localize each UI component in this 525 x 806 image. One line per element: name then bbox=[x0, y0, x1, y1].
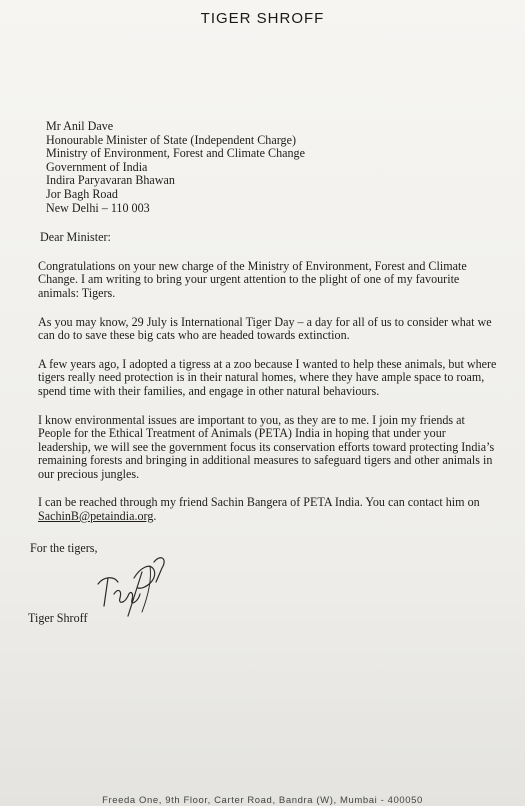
contact-text: I can be reached through my friend Sachin Bangera of PETA India. You can contact him on bbox=[38, 495, 480, 510]
recipient-city: New Delhi – 110 003 bbox=[46, 200, 150, 215]
letter-body bbox=[28, 119, 498, 625]
footer-address: Freeda One, 9th Floor, Carter Road, Bandra (W), Mumbai - 400050 bbox=[102, 795, 423, 806]
paragraph-request: I know environmental issues are important to you, as they are to me. I join my friends at People for the Ethical Treatment of Animals (PETA) India in hoping that under your leadership, we will see the government focus its conservation efforts toward protecting India’s remaining forests and bringing in additional measures to safeguard tigers and other animals in our precious jungles. bbox=[38, 412, 495, 481]
recipient-ministry: Ministry of Environment, Forest and Climate Change bbox=[46, 146, 305, 161]
paragraph-tiger-day: As you may know, 29 July is International Tiger Day – a day for all of us to consider what we can do to save these big cats who are headed towards extinction. bbox=[38, 314, 492, 343]
closing-line: For the tigers, bbox=[30, 540, 98, 555]
handwritten-signature bbox=[58, 532, 178, 622]
salutation: Dear Minister: bbox=[40, 230, 111, 245]
recipient-building: Indira Paryavaran Bhawan bbox=[46, 173, 175, 188]
recipient-address bbox=[46, 120, 498, 215]
recipient-title: Honourable Minister of State (Independent Charge) bbox=[46, 132, 296, 147]
recipient-government: Government of India bbox=[46, 159, 148, 174]
recipient-name: Mr Anil Dave bbox=[46, 119, 114, 133]
paragraph-contact bbox=[38, 496, 498, 523]
paragraph-adoption: A few years ago, I adopted a tigress at a zoo because I wanted to help these animals, but where tigers really need protection is in their natural homes, where they have ample space to roam, spend time with their families, and engage in other natural behaviours. bbox=[38, 356, 497, 398]
signatory-name: Tiger Shroff bbox=[28, 610, 88, 625]
contact-text-end: . bbox=[153, 509, 157, 524]
signoff-block bbox=[28, 536, 498, 625]
letterhead-name: TIGER SHROFF bbox=[200, 10, 325, 27]
contact-email-link[interactable]: SachinB@petaindia.org bbox=[38, 509, 154, 524]
recipient-road: Jor Bagh Road bbox=[46, 186, 118, 201]
paragraph-congratulations: Congratulations on your new charge of the Ministry of Environment, Forest and Climate Change. I am writing to bring your urgent attention to the plight of one of my favourite animals: Tigers. bbox=[38, 258, 467, 300]
